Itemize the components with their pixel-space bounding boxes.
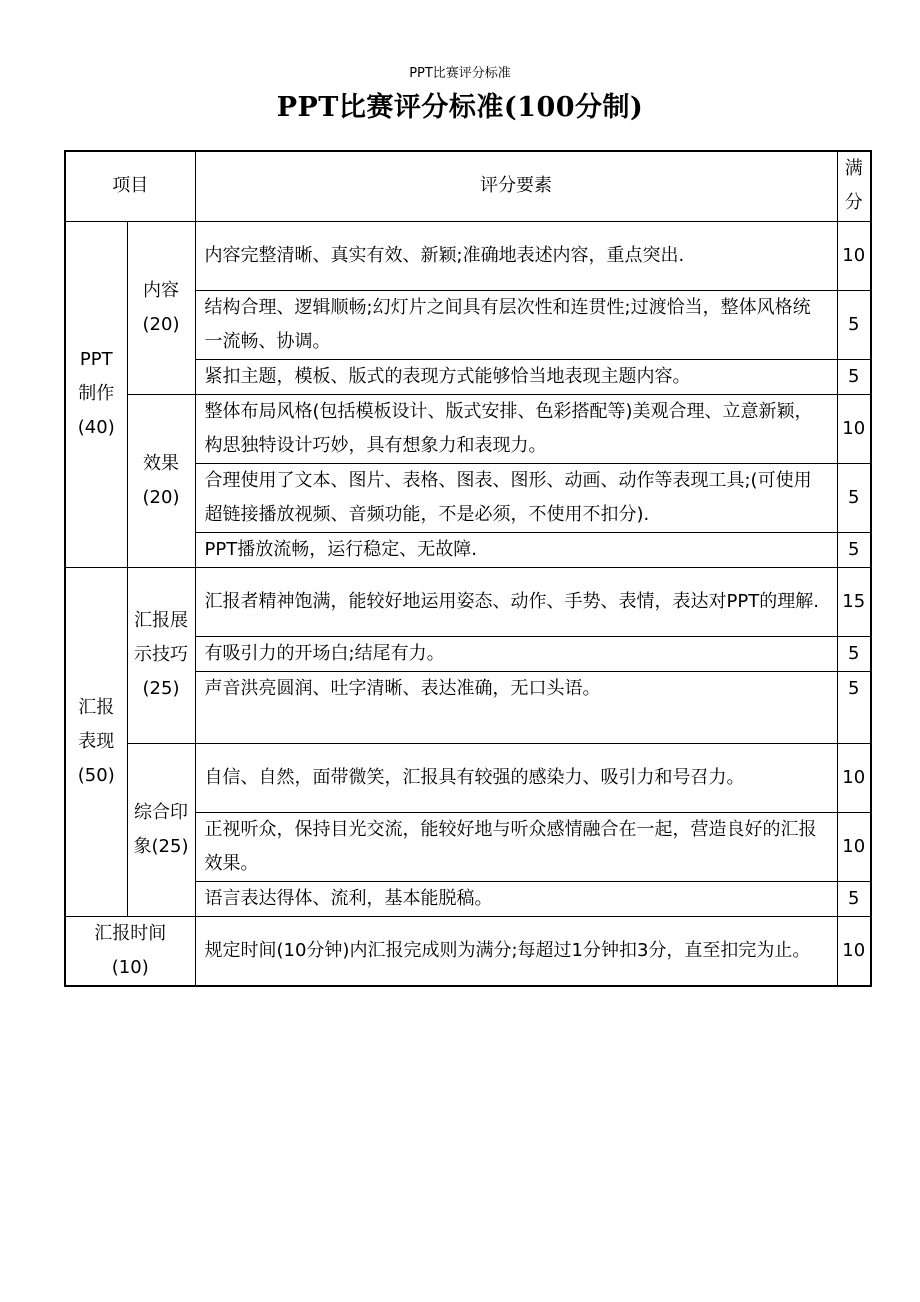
score-cell: 5: [837, 463, 871, 532]
table-row: [65, 221, 871, 290]
section-time-label: 汇报时间(10): [65, 916, 195, 986]
score-cell: 10: [837, 394, 871, 463]
scoring-table: [64, 150, 872, 987]
score-cell: 5: [837, 636, 871, 671]
header-item: 项目: [65, 151, 195, 221]
requirement-cell: 规定时间(10分钟)内汇报完成则为满分;每超过1分钟扣3分，直至扣完为止。: [195, 916, 837, 986]
header-requirements: 评分要素: [195, 151, 837, 221]
requirement-cell: 合理使用了文本、图片、表格、图表、图形、动画、动作等表现工具;(可使用超链接播放视频、音频功能，不是必须，不使用不扣分).: [195, 463, 837, 532]
score-cell: 5: [837, 671, 871, 743]
table-row: [65, 394, 871, 463]
requirement-cell: 语言表达得体、流利，基本能脱稿。: [195, 881, 837, 916]
subsection-content-label: 内容(20): [127, 221, 195, 394]
score-cell: 10: [837, 916, 871, 986]
requirement-cell: 有吸引力的开场白;结尾有力。: [195, 636, 837, 671]
requirement-cell: 结构合理、逻辑顺畅;幻灯片之间具有层次性和连贯性;过渡恰当，整体风格统一流畅、协调。: [195, 290, 837, 359]
document-title: PPT比赛评分标准(100分制): [276, 92, 644, 123]
score-cell: 10: [837, 812, 871, 881]
score-cell: 10: [837, 743, 871, 812]
subsection-effect-label: 效果(20): [127, 394, 195, 567]
subsection-skills-label: 汇报展示技巧(25): [127, 567, 195, 743]
score-cell: 5: [837, 532, 871, 567]
requirement-cell: 声音洪亮圆润、吐字清晰、表达准确，无口头语。: [195, 671, 837, 743]
section-ppt-label: PPT制作(40): [65, 221, 127, 567]
requirement-cell: 正视听众，保持目光交流，能较好地与听众感情融合在一起，营造良好的汇报效果。: [195, 812, 837, 881]
score-cell: 15: [837, 567, 871, 636]
section-report-label: 汇报表现(50): [65, 567, 127, 916]
header-max-score: 满分: [837, 151, 871, 221]
requirement-cell: 汇报者精神饱满，能较好地运用姿态、动作、手势、表情，表达对PPT的理解.: [195, 567, 837, 636]
requirement-cell: 紧扣主题，模板、版式的表现方式能够恰当地表现主题内容。: [195, 359, 837, 394]
requirement-cell: PPT播放流畅，运行稳定、无故障.: [195, 532, 837, 567]
score-cell: 10: [837, 221, 871, 290]
requirement-cell: 内容完整清晰、真实有效、新颖;准确地表述内容，重点突出.: [195, 221, 837, 290]
table-row: [65, 916, 871, 986]
table-header-row: [65, 151, 871, 221]
table-row: [65, 743, 871, 812]
requirement-cell: 自信、自然，面带微笑，汇报具有较强的感染力、吸引力和号召力。: [195, 743, 837, 812]
page-header: PPT比赛评分标准: [409, 66, 511, 81]
subsection-overall-label: 综合印象(25): [127, 743, 195, 916]
table-row: [65, 567, 871, 636]
requirement-cell: 整体布局风格(包括模板设计、版式安排、色彩搭配等)美观合理、立意新颖，构思独特设计巧妙，具有想象力和表现力。: [195, 394, 837, 463]
score-cell: 5: [837, 881, 871, 916]
score-cell: 5: [837, 290, 871, 359]
score-cell: 5: [837, 359, 871, 394]
